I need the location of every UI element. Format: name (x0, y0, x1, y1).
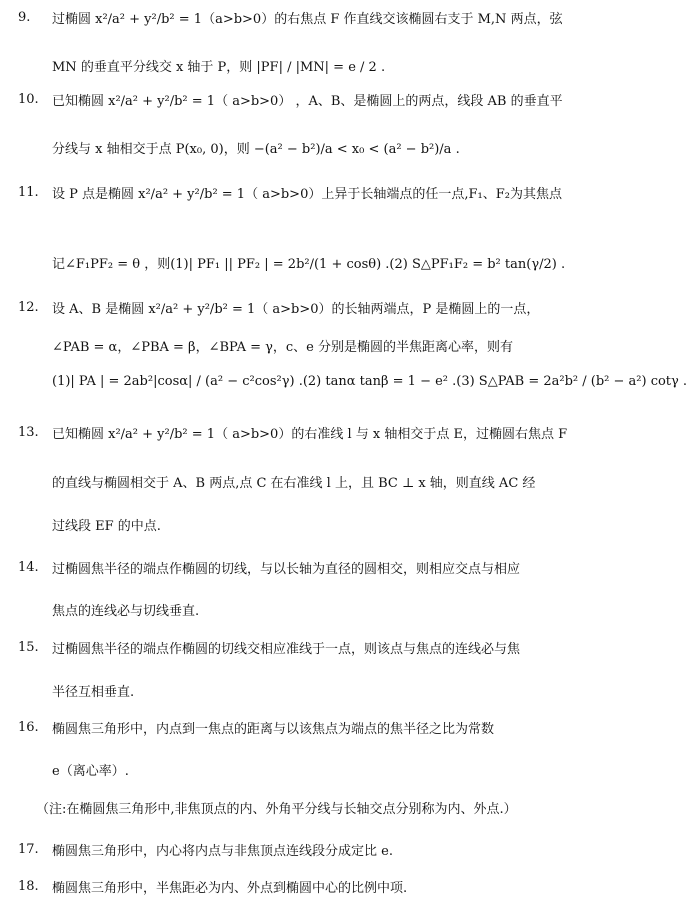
text-line: 已知椭圆 x²/a² + y²/b² = 1（ a>b>0） ，A、B、是椭圆上的两点，线段 AB 的垂直平 (52, 94, 563, 109)
text-line: 过椭圆焦半径的端点作椭圆的切线交相应准线于一点，则该点与焦点的连线必与焦 (52, 642, 521, 657)
text-line: ∠PAB = α，∠PBA = β，∠BPA = γ，c、e 分别是椭圆的半焦距离心率，则有 (52, 340, 513, 355)
text-line: 焦点的连线必与切线垂直. (52, 604, 200, 619)
text-line: 过线段 EF 的中点. (52, 519, 161, 534)
item-number: 18. (18, 879, 39, 894)
text-line: 记∠F₁PF₂ = θ ，则(1)| PF₁ || PF₂ | = 2b²/(1 + cosθ) .(2) S△PF₁F₂ = b² tan(γ/2) . (52, 257, 566, 272)
item-number: 15. (18, 640, 39, 655)
text-line: （注:在椭圆焦三角形中,非焦顶点的内、外角平分线与长轴交点分别称为内、外点.） (36, 802, 517, 817)
text-line: 设 A、B 是椭圆 x²/a² + y²/b² = 1（ a>b>0）的长轴两端点，P 是椭圆上的一点， (52, 302, 540, 317)
text-line: 椭圆焦三角形中，内点到一焦点的距离与以该焦点为端点的焦半径之比为常数 (52, 722, 495, 737)
item-number: 13. (18, 425, 39, 440)
item-number: 16. (18, 720, 39, 735)
text-line: e（离心率）. (52, 764, 129, 779)
text-line: (1)| PA | = 2ab²|cosα| / (a² − c²cos²γ) .(2) tanα tanβ = 1 − e² .(3) S△PAB = 2a²b² / (b² − a²) cotγ . (52, 374, 687, 389)
text-line: 设 P 点是椭圆 x²/a² + y²/b² = 1（ a>b>0）上异于长轴端点的任一点,F₁、F₂为其焦点 (52, 187, 562, 202)
item-number: 11. (18, 185, 39, 200)
item-number: 9. (18, 10, 31, 25)
text-line: 过椭圆 x²/a² + y²/b² = 1（a>b>0）的右焦点 F 作直线交该椭圆右支于 M,N 两点，弦 (52, 12, 563, 27)
text-line: MN 的垂直平分线交 x 轴于 P，则 |PF| / |MN| = e / 2 . (52, 60, 386, 75)
text-line: 椭圆焦三角形中，内心将内点与非焦顶点连线段分成定比 e. (52, 844, 393, 859)
item-number: 10. (18, 92, 39, 107)
text-line: 已知椭圆 x²/a² + y²/b² = 1（ a>b>0）的右准线 l 与 x 轴相交于点 E，过椭圆右焦点 F (52, 427, 568, 442)
text-line: 半径互相垂直. (52, 685, 135, 700)
text-line: 过椭圆焦半径的端点作椭圆的切线，与以长轴为直径的圆相交，则相应交点与相应 (52, 562, 521, 577)
item-number: 12. (18, 300, 39, 315)
item-number: 17. (18, 842, 39, 857)
text-line: 椭圆焦三角形中，半焦距必为内、外点到椭圆中心的比例中项. (52, 881, 408, 896)
text-line: 的直线与椭圆相交于 A、B 两点,点 C 在右准线 l 上，且 BC ⊥ x 轴，则直线 AC 经 (52, 476, 536, 491)
item-number: 14. (18, 560, 39, 575)
text-line: 分线与 x 轴相交于点 P(x₀, 0)，则 −(a² − b²)/a < x₀ < (a² − b²)/a . (52, 142, 460, 157)
